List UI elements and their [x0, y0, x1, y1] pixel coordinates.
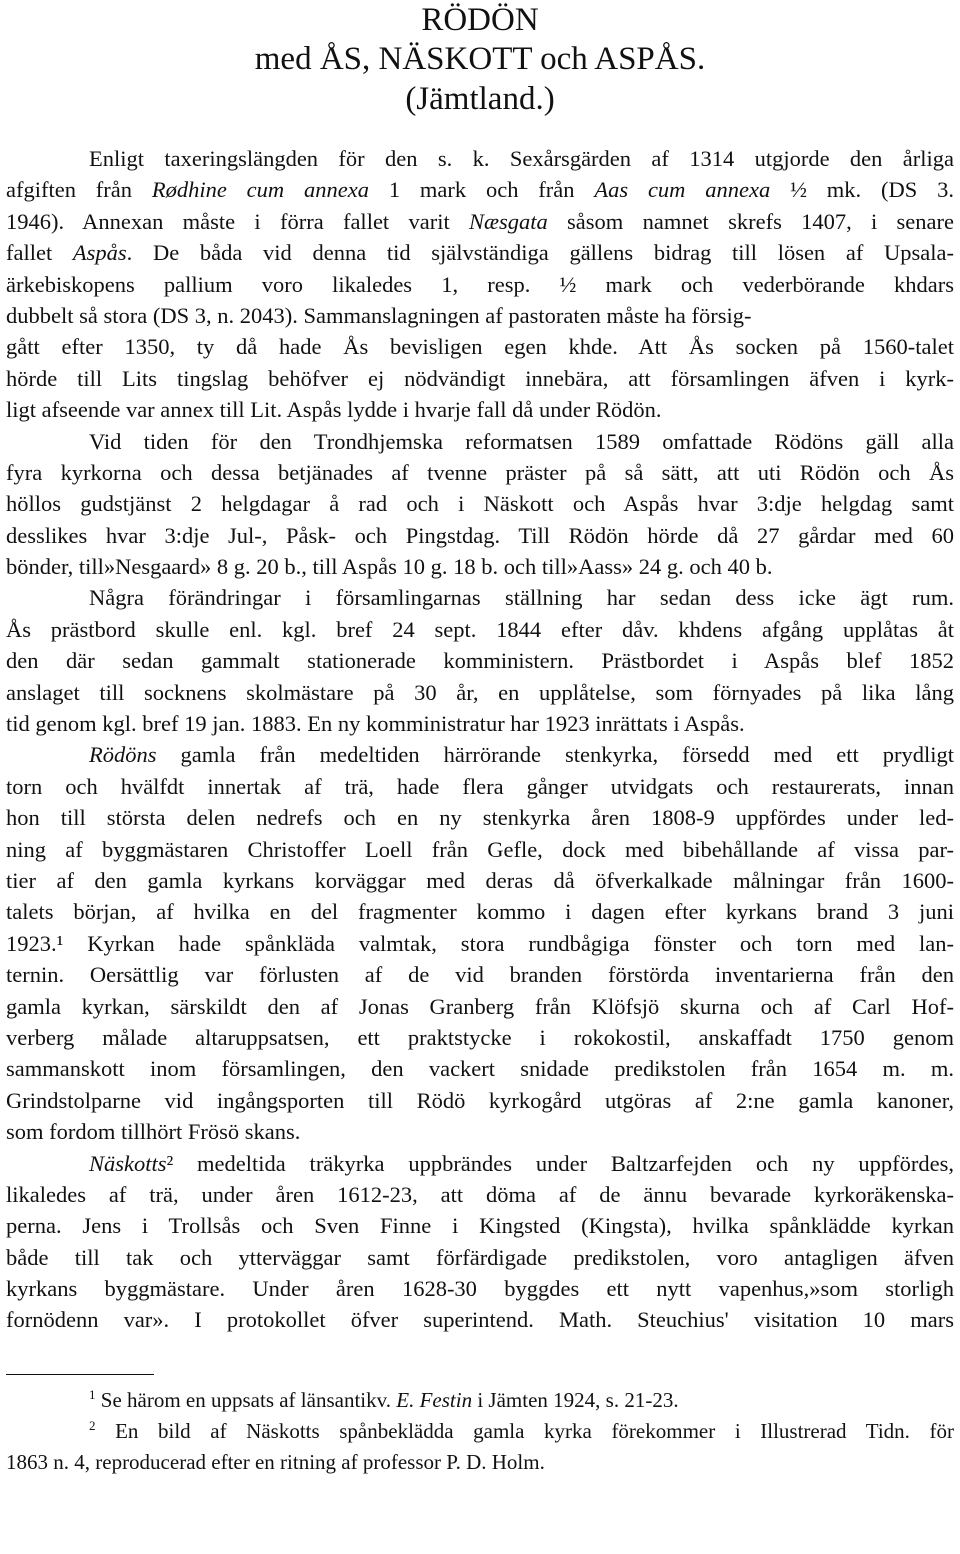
- text-run: sammanskott inom församlingen, den vackert snidade predikstolen från 1654 m. m.: [6, 1056, 954, 1082]
- text-line: [6, 865, 954, 896]
- footnote-line: [6, 1447, 954, 1478]
- italic-text: Näskotts: [89, 1150, 167, 1176]
- text-line: [6, 708, 954, 739]
- text-line: [6, 1053, 954, 1084]
- text-run: 1 mark och från: [368, 177, 595, 203]
- text-run: 1863 n. 4, reproducerad efter en ritning af professor P. D. Holm.: [6, 1449, 545, 1474]
- text-run: likaledes af trä, under åren 1612-23, att döma af de ännu bevarade kyrkoräkenska-: [6, 1181, 954, 1207]
- text-run: ärkebiskopens pallium voro likaledes 1, resp. ½ mark och vederbörande khdars: [6, 271, 954, 297]
- page-title: RÖDÖN: [421, 2, 539, 38]
- text-line: [6, 551, 954, 582]
- text-line: [6, 520, 954, 551]
- text-run: hörde till Lits tingslag behöfver ej nödvändigt innebära, att församlingen äfven i kyrk-: [6, 365, 954, 391]
- text-line: [6, 614, 954, 645]
- text-run: Ås prästbord skulle enl. kgl. bref 24 sept. 1844 efter dåv. khdens afgång upplåtas åt: [6, 616, 954, 642]
- text-line: [6, 300, 954, 331]
- text-line: [6, 363, 954, 394]
- text-line: [6, 426, 954, 457]
- text-run: ning af byggmästaren Christoffer Loell från Gefle, dock med bibehållande af vissa par-: [6, 836, 954, 862]
- text-line: [6, 1179, 954, 1210]
- text-run: En bild af Näskotts spånbeklädda gamla kyrka förekommer i Illustrerad Tidn. för: [95, 1418, 954, 1443]
- text-run: ternin. Oersättlig var förlusten af de vid branden förstörda inventarierna från den: [6, 962, 954, 988]
- text-run: talets början, af hvilka en del fragmenter kommo i dagen efter kyrkans brand 3 juni: [6, 899, 954, 925]
- text-line: [6, 1116, 954, 1147]
- text-run: gått efter 1350, ty då hade Ås bevisligen egen khde. Att Ås socken på 1560-talet: [6, 334, 954, 360]
- text-line: [6, 1273, 954, 1304]
- text-line: [6, 771, 954, 802]
- text-run: kyrkans byggmästare. Under åren 1628-30 byggdes ett nytt vapenhus,»som storligh: [6, 1276, 954, 1302]
- text-run: hon till största delen nedrefs och en ny stenkyrka åren 1808-9 uppfördes under led-: [6, 805, 954, 831]
- text-run: Vid tiden för den Trondhjemska reformatsen 1589 omfattade Rödöns gäll alla: [89, 428, 954, 454]
- text-line: [6, 1085, 954, 1116]
- text-line: [6, 143, 954, 174]
- text-run: 1946). Annexan måste i förra fallet varit: [6, 208, 469, 234]
- text-run: höllos gudstjänst 2 helgdagar å rad och i Näskott och Aspås hvar 3:dje helgdag samt: [6, 491, 954, 517]
- text-line: [6, 174, 954, 205]
- text-line: [6, 206, 954, 237]
- text-run: Se härom en uppsats af länsantikv.: [95, 1387, 397, 1412]
- text-run: desslikes hvar 3:dje Jul-, Påsk- och Pingstdag. Till Rödön hörde då 27 gårdar med 60: [6, 522, 954, 548]
- text-run: såsom namnet skrefs 1407, i senare: [547, 208, 955, 234]
- text-run: i Jämten 1924, s. 21-23.: [472, 1387, 679, 1412]
- text-line: [6, 959, 954, 990]
- text-line: [6, 331, 954, 362]
- text-line: [6, 488, 954, 519]
- text-run: Enligt taxeringslängden för den s. k. Sexårsgärden af 1314 utgjorde den årliga: [89, 146, 954, 171]
- footnote-line: [6, 1416, 954, 1447]
- text-line: [6, 269, 954, 300]
- text-line: [6, 237, 954, 268]
- text-run: både till tak och ytterväggar samt förfärdigade predikstolen, voro antagligen äfven: [6, 1244, 954, 1270]
- italic-text: Rödöns: [89, 742, 157, 768]
- text-run: afgiften från: [6, 177, 152, 203]
- text-line: [6, 1210, 954, 1241]
- italic-text: Aspås: [72, 240, 127, 266]
- text-line: [6, 802, 954, 833]
- text-run: fallet: [6, 240, 73, 266]
- text-line: [6, 645, 954, 676]
- title-block: [6, 0, 954, 119]
- text-line: [6, 991, 954, 1022]
- text-run: ½ mk. (DS 3.: [770, 177, 954, 203]
- text-line: [6, 1148, 954, 1179]
- text-run: tier af den gamla kyrkans korväggar med deras då öfverkalkade målningar från 1600-: [6, 867, 954, 893]
- text-line: [6, 739, 954, 770]
- footnote-divider: [6, 1374, 154, 1375]
- text-run: verberg målade altaruppsatsen, ett praktstycke i rokokostil, anskaffadt 1750 genom: [6, 1024, 954, 1050]
- text-run: 1923.¹ Kyrkan hade spånkläda valmtak, stora rundbågiga fönster och torn med lan-: [6, 930, 954, 956]
- text-run: Några förändringar i församlingarnas ställning har sedan dess icke ägt rum.: [89, 585, 954, 611]
- text-line: [6, 457, 954, 488]
- text-line: [6, 1304, 954, 1335]
- italic-text: Rødhine cum annexa: [151, 177, 369, 203]
- text-run: ligt afseende var annex till Lit. Aspås lydde i hvarje fall då under Rödön.: [6, 397, 662, 423]
- text-run: den där sedan gammalt stationerade komministern. Prästbordet i Aspås blef 1852: [6, 648, 954, 674]
- text-run: fyra kyrkorna och dessa betjänades af tvenne präster på så sätt, att uti Rödön och Ås: [6, 459, 954, 485]
- footnote-line: [6, 1385, 954, 1416]
- footnote-marker: 1: [89, 1386, 96, 1402]
- text-run: ² medeltida träkyrka uppbrändes under Baltzarfejden och ny uppfördes,: [166, 1150, 954, 1176]
- text-line: [6, 394, 954, 425]
- text-run: bönder, till»Nesgaard» 8 g. 20 b., till Aspås 10 g. 18 b. och till»Aass» 24 g. och 40 b.: [6, 554, 773, 580]
- text-run: Grindstolparne vid ingångsporten till Rödö kyrkogård utgöras af 2:ne gamla kanoner,: [6, 1087, 954, 1113]
- text-run: dubbelt så stora (DS 3, n. 2043). Sammanslagningen af pastoraten måste ha försig-: [6, 302, 752, 328]
- text-line: [6, 1242, 954, 1273]
- text-run: torn och hvälfdt innertak af trä, hade flera gånger utvidgats och restaurerats, innan: [6, 773, 954, 799]
- text-run: perna. Jens i Trollsås och Sven Finne i Kingsted (Kingsta), hvilka spånklädde kyrkan: [6, 1213, 954, 1239]
- text-run: fornödenn var». I protokollet öfver superintend. Math. Steuchius' visitation 10 mars: [6, 1307, 954, 1333]
- text-line: [6, 677, 954, 708]
- italic-text: Aas cum annexa: [594, 177, 771, 203]
- text-run: tid genom kgl. bref 19 jan. 1883. En ny komministratur har 1923 inrättats i Aspås.: [6, 711, 745, 737]
- italic-text: Næsgata: [468, 208, 548, 234]
- footnotes: [6, 1385, 954, 1478]
- text-line: [6, 1022, 954, 1053]
- text-run: gamla från medeltiden härrörande stenkyrka, försedd med ett prydligt: [156, 742, 954, 768]
- page-subtitle: med ÅS, NÄSKOTT och ASPÅS.: [254, 41, 706, 77]
- text-run: gamla kyrkan, särskildt den af Jonas Granberg från Klöfsjö skurna och af Carl Hof-: [6, 993, 954, 1019]
- text-run: anslaget till socknens skolmästare på 30 år, en upplåtelse, som förnyades på lika lång: [6, 679, 954, 705]
- body-text: [6, 143, 954, 1336]
- text-line: [6, 896, 954, 927]
- text-run: som fordom tillhört Frösö skans.: [6, 1119, 301, 1145]
- text-line: [6, 928, 954, 959]
- text-line: [6, 582, 954, 613]
- page-region: (Jämtland.): [405, 81, 555, 117]
- text-run: . De båda vid denna tid självständiga gällens bidrag till lösen af Upsala-: [126, 240, 954, 266]
- text-line: [6, 834, 954, 865]
- footnote-marker: 2: [89, 1417, 96, 1433]
- italic-text: E. Festin: [396, 1387, 473, 1412]
